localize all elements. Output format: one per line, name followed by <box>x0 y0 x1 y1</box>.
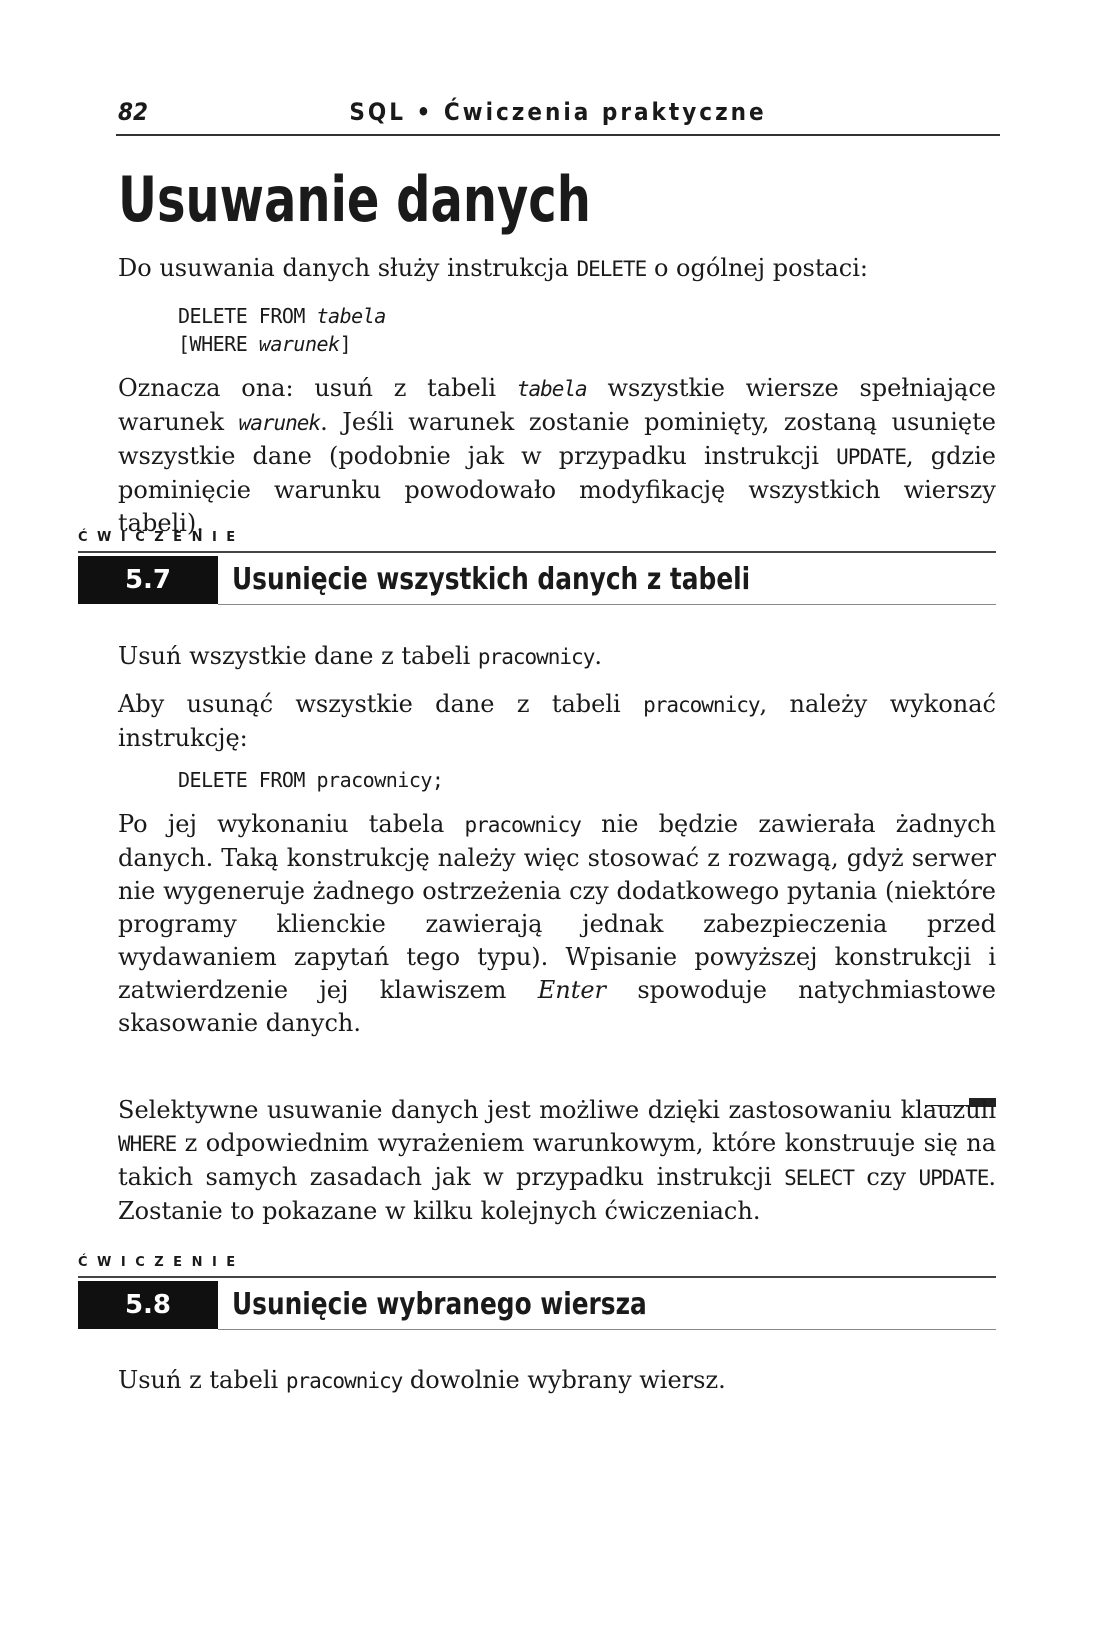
exercise-number-box: 5.8 <box>78 1281 218 1329</box>
exercise-label: ĆWICZENIE <box>78 1255 245 1270</box>
text-run: czy <box>853 1163 919 1191</box>
inline-code: WHERE <box>118 1132 177 1156</box>
inline-code: pracownicy <box>464 813 581 837</box>
syntax-bracket: ] <box>339 332 352 356</box>
inline-code: DELETE <box>576 257 647 281</box>
text-run: Po jej wykonaniu tabela <box>118 810 465 838</box>
text-run: . Jeśli warunek zostanie pominięty, zostaną usunięte wszystkie dane (podobnie jak w przypadku instrukcji <box>118 408 996 470</box>
text-run: Usuń z tabeli <box>118 1366 286 1394</box>
exercise-underline <box>218 604 996 605</box>
text-run: Usuń wszystkie dane z tabeli <box>118 642 478 670</box>
explanation-paragraph <box>118 372 996 540</box>
syntax-keyword: DELETE FROM <box>178 304 317 328</box>
delete-statement: DELETE FROM pracownicy; <box>178 768 444 792</box>
exercise-task <box>118 1364 996 1398</box>
intro-paragraph <box>118 252 996 286</box>
inline-code: pracownicy <box>477 645 595 669</box>
exercise-task <box>118 640 996 674</box>
inline-code: UPDATE <box>836 445 907 469</box>
text-run: , gdzie pominięcie warunku powodowało modyfikację wszystkich wierszy tabeli). <box>118 442 996 537</box>
text-run: wszystkie wiersze spełniające warunek <box>118 374 996 436</box>
section-title: Usuwanie danych <box>118 163 591 236</box>
text-run: Oznacza ona: usuń z tabeli <box>118 374 517 402</box>
page-number: 82 <box>118 98 149 126</box>
text-run: . <box>594 642 602 670</box>
exercise-instructions <box>118 688 996 755</box>
exercise-label: ĆWICZENIE <box>78 530 245 545</box>
selective-delete-paragraph <box>118 1094 996 1228</box>
text-run: Selektywne usuwanie danych jest możliwe dzięki zastosowaniu klauzuli <box>118 1096 996 1124</box>
intro-text: Do usuwania danych służy instrukcja <box>118 254 577 282</box>
text-run: , należy wykonać instrukcję: <box>118 690 996 752</box>
text-run: Aby usunąć wszystkie dane z tabeli <box>118 690 644 718</box>
syntax-code-block <box>178 302 386 358</box>
text-run: nie będzie zawierała żadnych danych. Taką konstrukcję należy więc stosować z rozwagą, gdyż serwer nie wygeneruje żadnego ostrzeżenia czy dodatkowego pytania (niektóre programy klienckie zawierają jednak zabezpieczenia przed wydawaniem zapytań tego typu). Wpisanie powyższej konstrukcji i zatwierdzenie jej klawiszem <box>118 810 996 1004</box>
intro-text-end: o ogólnej postaci: <box>646 254 868 282</box>
exercise-number-box: 5.7 <box>78 556 218 604</box>
inline-code: pracownicy <box>643 693 760 717</box>
key-name: Enter <box>537 976 607 1004</box>
exercise-rule <box>78 1276 996 1278</box>
inline-code: pracownicy <box>285 1369 403 1393</box>
syntax-argument: warunek <box>258 332 340 356</box>
syntax-keyword: [WHERE <box>178 332 259 356</box>
text-run: . Zostanie to pokazane w kilku kolejnych ćwiczeniach. <box>118 1163 996 1225</box>
exercise-underline <box>218 1329 996 1330</box>
exercise-result-paragraph <box>118 808 996 1040</box>
running-header <box>116 96 1000 136</box>
text-run: z odpowiednim wyrażeniem warunkowym, które konstruuje się na takich samych zasadach jak w przypadku instrukcji <box>118 1129 996 1191</box>
inline-code: tabela <box>516 377 587 401</box>
inline-code: warunek <box>238 411 321 435</box>
exercise-rule <box>78 551 996 553</box>
inline-code: UPDATE <box>918 1166 989 1190</box>
text-run: spowoduje natychmiastowe skasowanie danych. <box>118 976 997 1037</box>
exercise-title: Usunięcie wszystkich danych z tabeli <box>232 562 751 597</box>
exercise-title: Usunięcie wybranego wiersza <box>232 1287 647 1322</box>
book-title: SQL • Ćwiczenia praktyczne <box>349 98 767 126</box>
inline-code: SELECT <box>784 1166 854 1190</box>
text-run: dowolnie wybrany wiersz. <box>402 1366 726 1394</box>
syntax-argument: tabela <box>316 304 386 328</box>
